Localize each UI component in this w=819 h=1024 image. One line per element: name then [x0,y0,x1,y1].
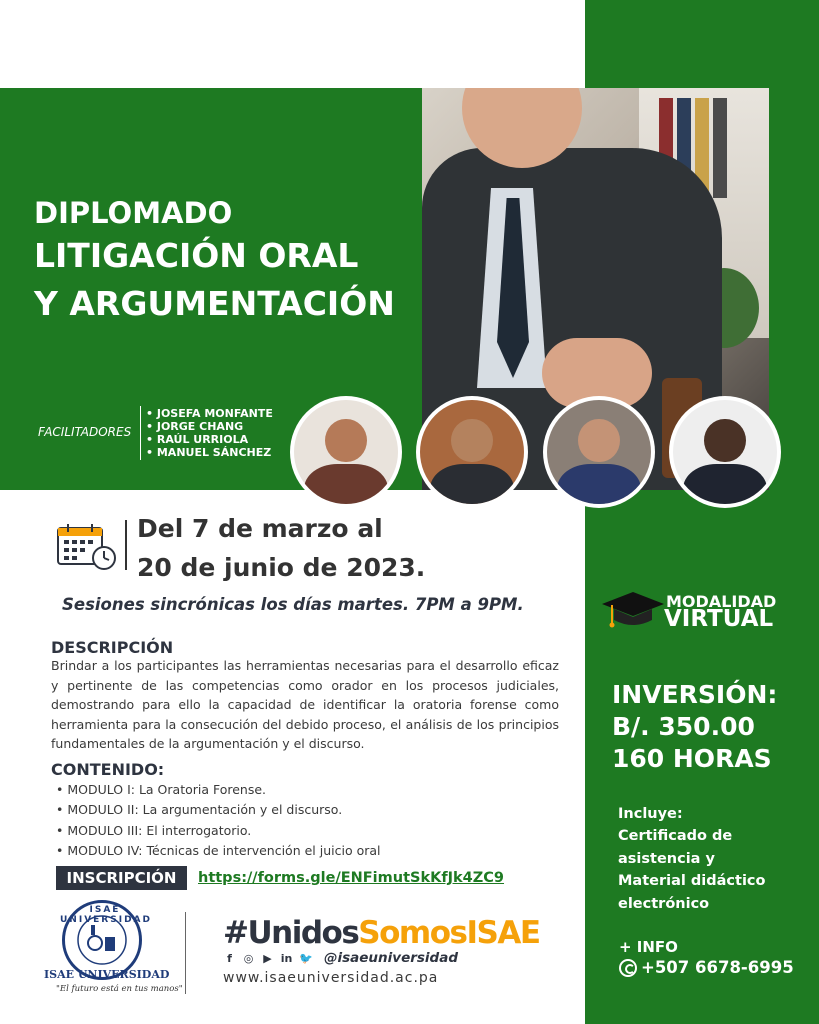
sessions-text: Sesiones sincrónicas los días martes. 7PM a 9PM. [62,595,524,614]
facilitator-photo [290,396,402,508]
facilitators-divider [140,406,141,460]
module-item: • MODULO IV: Técnicas de intervención el juicio oral [56,841,381,861]
facebook-icon[interactable]: f [227,951,232,965]
investment-hours: 160 HORAS [612,744,772,773]
includes-heading: Incluye: [618,806,683,822]
instagram-icon[interactable]: ◎ [243,951,254,965]
facilitators-label: FACILITADORES [38,425,132,439]
includes-item: electrónico [618,895,710,912]
contact-phone[interactable] [619,958,794,977]
logo-tagline: "El futuro está en tus manos" [56,984,183,994]
book [713,98,727,198]
facilitators-list [146,407,273,459]
date-line-1: Del 7 de marzo al [137,514,383,543]
calendar-clock-icon [56,522,120,572]
modules-list [56,780,381,862]
module-item: • MODULO I: La Oratoria Forense. [56,780,381,800]
investment-label: INVERSIÓN: [612,680,778,709]
info-label: + INFO [619,938,678,956]
hashtag [223,915,540,951]
title-line-2: LITIGACIÓN ORAL [34,236,359,275]
facilitator-photo [543,396,655,508]
includes-item: Material didáctico [618,873,766,889]
facilitator-photo [669,396,781,508]
date-line-2: 20 de junio de 2023. [137,553,426,582]
phone-number: +507 6678-6995 [641,958,794,977]
facilitator-photo [416,396,528,508]
facilitator-name: • JORGE CHANG [146,420,244,433]
facilitator-name: • MANUEL SÁNCHEZ [146,446,272,459]
footer-divider [185,912,186,994]
includes-item: asistencia y [618,850,715,867]
registration-button[interactable]: INSCRIPCIÓN [56,866,187,890]
registration-link[interactable]: https://forms.gle/ENFimutSkKfJk4ZC9 [198,870,505,886]
content-heading: CONTENIDO: [51,760,165,779]
facilitator-name: • JOSEFA MONFANTE [146,407,273,420]
includes-list [618,825,765,915]
whatsapp-icon [619,959,637,977]
linkedin-icon[interactable]: in [280,951,293,965]
module-item: • MODULO III: El interrogatorio. [56,821,381,841]
title-line-3: Y ARGUMENTACIÓN [34,284,395,323]
social-handle: @isaeuniversidad [324,950,458,966]
logo-name: ISAE UNIVERSIDAD [44,968,170,981]
graduation-cap-icon [600,588,666,630]
date-divider [125,520,127,570]
description-heading: DESCRIPCIÓN [51,638,174,657]
website-link[interactable]: www.isaeuniversidad.ac.pa [223,970,439,986]
logo-arc-text: ISAE UNIVERSIDAD [60,905,152,925]
includes-item: Certificado de [618,828,733,844]
hashtag-part-1: #Unidos [223,915,359,951]
youtube-icon[interactable]: ▶ [263,951,272,965]
social-row [223,950,458,966]
facilitator-name: • RAÚL URRIOLA [146,433,249,446]
description-text: Brindar a los participantes las herramientas necesarias para el desarrollo eficaz y pertinente de las competencias como orador en los procesos judiciales, demostrando para ello la capacidad de identificar la oratoria forense como herramienta para la consecución del debido proceso, el análisis de los principios fundamentales de la argumentación y el discurso. [51,658,559,752]
hashtag-part-2: SomosISAE [358,915,540,951]
investment-price: B/. 350.00 [612,712,755,741]
modality-label: MODALIDAD [666,592,777,611]
module-item: • MODULO II: La argumentación y el discurso. [56,800,381,820]
twitter-icon[interactable]: 🐦 [299,951,313,965]
title-line-1: DIPLOMADO [34,196,233,230]
modality-value: VIRTUAL [664,606,774,632]
